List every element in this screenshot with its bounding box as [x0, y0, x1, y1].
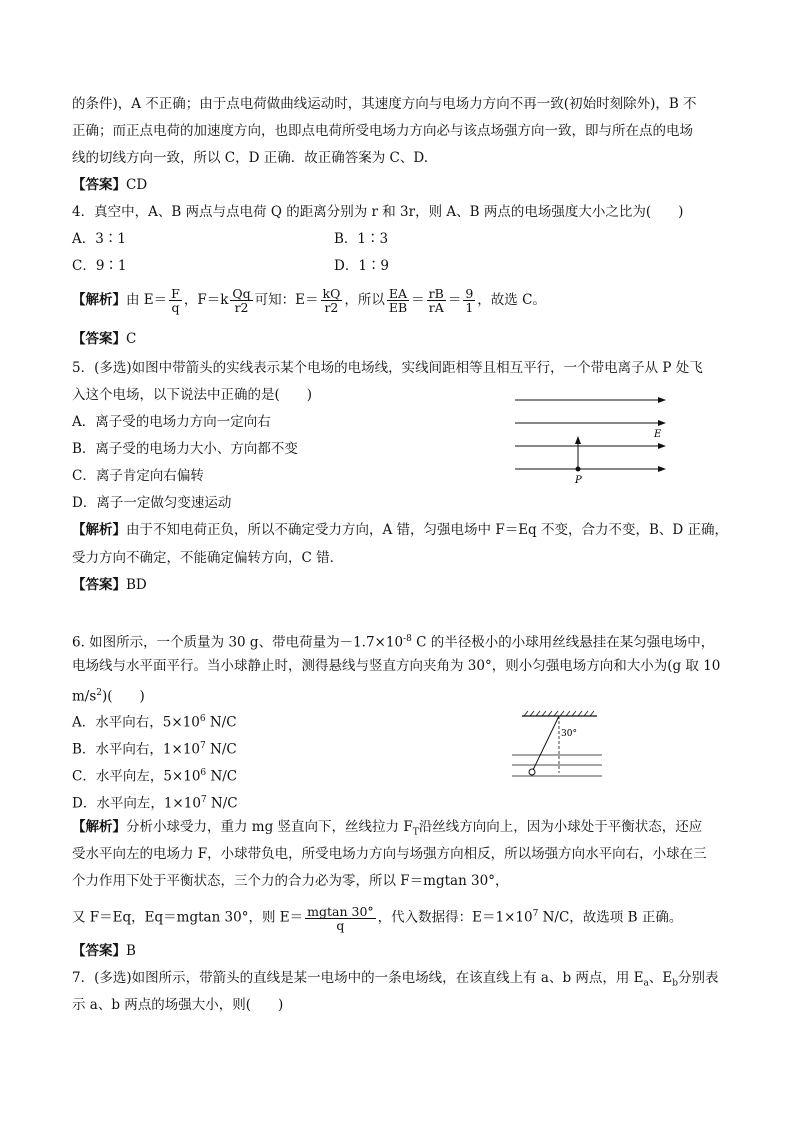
prev-text-line-1: 的条件)，A 不正确；由于点电荷做曲线运动时，其速度方向与电场力方向不再一致(初始时刻除外)，B 不 [72, 96, 697, 112]
answer-tag: 【答案】 [72, 943, 126, 959]
analysis-text: 可知：E＝ [254, 292, 319, 308]
analysis-text: ，故选 C。 [477, 292, 546, 308]
equals-sign: ＝ [447, 292, 462, 308]
answer-tag: 【答案】 [72, 331, 126, 347]
q4-analysis [72, 285, 546, 315]
answer-value: C [126, 331, 137, 347]
analysis-tag: 【解析】 [72, 522, 126, 538]
q5-answer [72, 575, 147, 595]
q5-field-lines-figure [510, 390, 670, 490]
q6-analysis-line-2: 受水平向左的电场力 F，小球带负电，所受电场力方向与场强方向相反，所以场强方向水平向右，小球在三 [72, 846, 707, 862]
fraction-rb-over-ra: $\frac{rB}{rA}$ [428, 286, 444, 315]
q4-option-d: D．1∶9 [334, 258, 390, 274]
q4-option-a: A．3∶1 [72, 231, 126, 247]
q6-stem-line-2: 电场线与水平面平行。当小球静止时，测得悬线与竖直方向夹角为 30°，则小匀强电场方向和大小为(g 取 10 [72, 658, 721, 674]
fraction-9-over-1: $\frac{9}{1}$ [465, 286, 474, 315]
analysis-text: ，所以 [344, 292, 385, 308]
answer-value: BD [126, 577, 147, 593]
equals-sign: ＝ [411, 292, 425, 308]
q5-stem-line-2: 入这个电场，以下说法中正确的是( ) [72, 387, 313, 403]
q5-analysis-line-1 [72, 520, 728, 540]
q5-option-d: D．离子一定做匀变速运动 [72, 495, 232, 511]
q6-stem-line-3: $m/s^2$)( ) [72, 688, 145, 705]
q5-option-c: C．离子肯定向右偏转 [72, 468, 204, 484]
angle-label: 30° [561, 729, 577, 739]
analysis-text: ，F＝k [183, 292, 229, 308]
q6-option-d: D．水平向左，$1\times 10^7$ N/C [72, 795, 238, 812]
q5-stem-line-1: 5．(多选)如图中带箭头的实线表示某个电场的电场线，实线间距相等且相互平行，一个带电离子从 P 处飞 [72, 360, 703, 376]
fraction-f-over-q: $\frac{F}{q}$ [171, 286, 180, 315]
prev-text-line-3: 线的切线方向一致，所以 C，D 正确．故正确答案为 C、D. [72, 150, 428, 166]
q5-analysis-line-2: 受力方向不确定，不能确定偏转方向，C 错． [72, 550, 344, 566]
charged-ball [529, 769, 535, 775]
label-e: E [654, 429, 662, 440]
q4-stem: 4．真空中，A、B 两点与点电荷 Q 的距离分别为 r 和 3r，则 A、B 两点的电场强度大小之比为( ) [72, 204, 684, 220]
answer-tag: 【答案】 [72, 577, 126, 593]
thread [533, 716, 559, 770]
fraction-mgtan-over-q: $\frac{mgtan 30^\circ}{q}$ [307, 903, 374, 933]
analysis-tag: 【解析】 [72, 292, 126, 308]
q6-pendulum-figure [512, 710, 607, 785]
q6-analysis-line-3: 个力作用下处于平衡状态，三个力的合力必为零，所以 F＝mgtan 30°， [72, 873, 509, 889]
point-p-dot [576, 467, 581, 472]
answer-value: B [126, 943, 136, 959]
analysis-text: 由于不知电荷正负，所以不确定受力方向，A 错，匀强电场中 F＝Eq 不变，合力不变，B、D 正确， [126, 522, 729, 538]
analysis-text: 由 E＝ [126, 292, 168, 308]
q6-option-a: A．水平向右，$5\times 10^6$ N/C [72, 714, 237, 731]
analysis-tag: 【解析】 [72, 819, 126, 835]
q6-analysis-line-4: 又 F＝Eq，Eq＝mgtan 30°，则 E＝ $\frac{mgtan 30^\circ}{q}$ ，代入数据得：$E=1\times 10^7$ N/C，故选项 B 正确。 [72, 903, 683, 933]
q6-option-c: C．水平向左，$5\times 10^6$ N/C [72, 768, 238, 785]
label-p: P [575, 475, 582, 486]
answer-tag: 【答案】 [72, 177, 126, 193]
prev-text-line-2: 正确；而正点电荷的加速度方向，也即点电荷所受电场力方向必与该点场强方向一致，即与所在点的电场 [72, 123, 693, 139]
prev-answer [72, 175, 147, 195]
q7-stem-line-2: 示 a、b 两点的场强大小，则( ) [72, 997, 284, 1013]
answer-value: CD [126, 177, 148, 193]
q5-option-b: B．离子受的电场力大小、方向都不变 [72, 441, 298, 457]
q5-option-a: A．离子受的电场力方向一定向右 [72, 414, 271, 430]
q7-stem-line-1: 7．(多选)如图所示，带箭头的直线是某一电场中的一条电场线，在该直线上有 a、b 两点，用 $E_a$、$E_b$分别表 [72, 970, 719, 989]
q6-stem-line-1: 6. 如图所示，一个质量为 30 g、带电荷量为$-1.7\times 10^{-8}$ C 的半径极小的小球用丝线悬挂在某匀强电场中， [72, 634, 715, 651]
q4-answer [72, 329, 136, 349]
q4-option-b: B．1∶3 [334, 231, 389, 247]
q6-option-b: B．水平向右，$1\times 10^7$ N/C [72, 741, 237, 758]
q6-analysis-line-1: 【解析】分析小球受力，重力 mg 竖直向下，丝线拉力 $F_T$沿丝线方向向上，因为小球处于平衡状态，还应 [72, 819, 703, 838]
fraction-ea-over-eb: $\frac{EA}{EB}$ [388, 286, 408, 315]
fraction-qq-over-r2: $\frac{Qq}{r2}$ [232, 286, 251, 315]
fraction-kq-over-r2: $\frac{kQ}{r2}$ [322, 286, 341, 315]
q6-answer [72, 941, 136, 961]
q4-option-c: C．9∶1 [72, 258, 127, 274]
ceiling-hatch [524, 711, 594, 716]
